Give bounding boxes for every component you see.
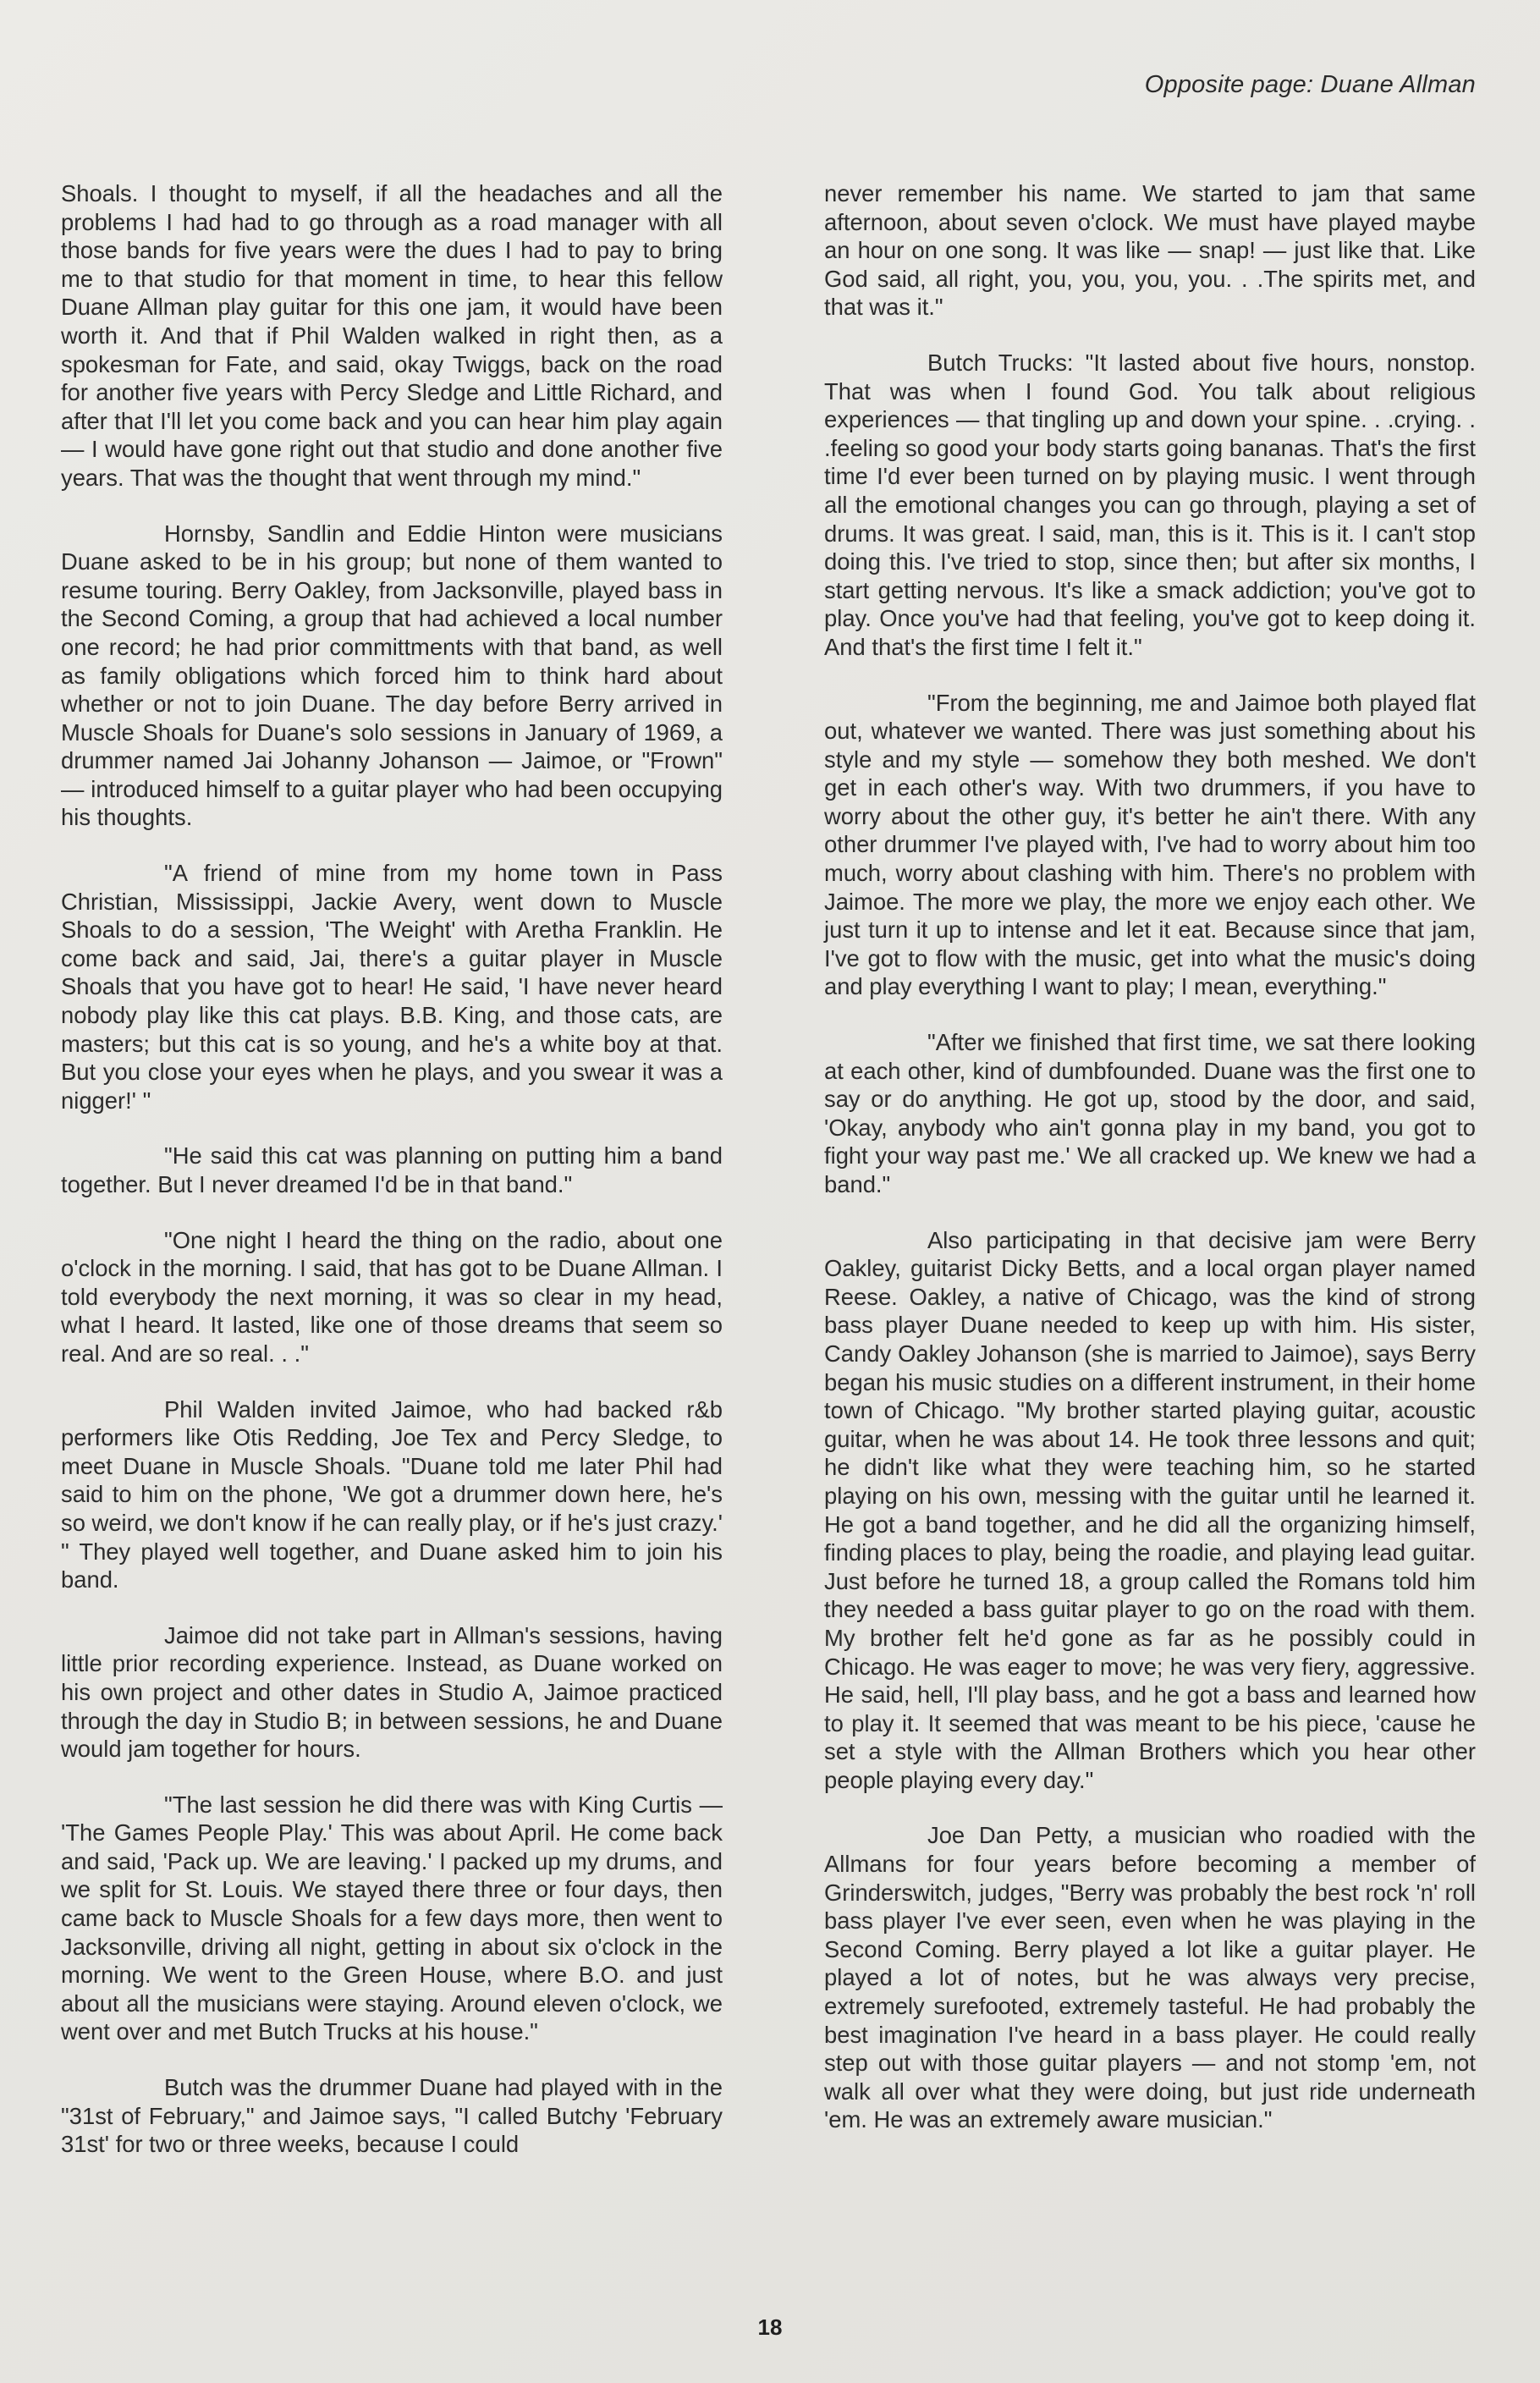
left-text-column: [61, 179, 723, 2186]
paragraph: Hornsby, Sandlin and Eddie Hinton were musicians Duane asked to be in his group; but none of them wanted to resume touring. Berry Oakley, from Jacksonville, played bass in the Second Coming, a group that had achieved a local number one record; he had prior committments with that band, as well as family obligations which forced him to think hard about whether or not to join Duane. The day before Berry arrived in Muscle Shoals for Duane's solo sessions in January of 1969, a drummer named Jai Johanny Johanson — Jaimoe, or "Frown" — introduced himself to a guitar player who had been occupying his thoughts.: [61, 520, 723, 831]
paragraph: "He said this cat was planning on putting him a band together. But I never dreamed I'd be in that band.": [61, 1142, 723, 1197]
page-number: 18: [757, 2314, 783, 2340]
paragraph: "After we finished that first time, we sat there looking at each other, kind of dumbfounded. Duane was the first one to say or do anything. He got up, stood by the door, and said, 'Okay, anybody who ain't gonna play in my band, you got to fight your way past me.' We all cracked up. We knew we had a band.": [824, 1029, 1476, 1197]
paragraph: "One night I heard the thing on the radio, about one o'clock in the morning. I said, that has got to be Duane Allman. I told everybody the next morning, it was so clear in my head, what I heard. It lasted, like one of those dreams that seem so real. And are so real. . .": [61, 1226, 723, 1367]
paragraph: Shoals. I thought to myself, if all the headaches and all the problems I had had to go through as a road manager with all those bands for five years were the dues I had to pay to bring me to that studio for that moment in time, to hear this fellow Duane Allman play guitar for this one jam, it would have been worth it. And that if Phil Walden walked in right then, as a spokesman for Fate, and said, okay Twiggs, back on the road for another five years with Percy Sledge and Little Richard, and after that I'll let you come back and you can hear him play again — I would have gone right out that studio and done another five years. That was the thought that went through my mind.": [61, 180, 723, 491]
paragraph: Butch was the drummer Duane had played with in the "31st of February," and Jaimoe says, "I called Butchy 'February 31st' for two or three weeks, because I could: [61, 2074, 723, 2158]
right-text-column: [824, 179, 1476, 2161]
paragraph: "The last session he did there was with King Curtis — 'The Games People Play.' This was about April. He come back and said, 'Pack up. We are leaving.' I packed up my drums, and we split for St. Louis. We stayed there three or four days, then came back to Muscle Shoals for a few days more, then went to Jacksonville, driving all night, getting in about six o'clock in the morning. We went to the Green House, where B.O. and just about all the musicians were staying. Around eleven o'clock, we went over and met Butch Trucks at his house.": [61, 1791, 723, 2045]
paragraph: "From the beginning, me and Jaimoe both played flat out, whatever we wanted. There was just something about his style and my style — somehow they both meshed. We don't get in each other's way. With two drummers, if you have to worry about the other guy, it's better he ain't there. With any other drummer I've played with, I've had to worry about him too much, worry about clashing with him. There's no problem with Jaimoe. The more we play, the more we enjoy each other. We just turn it up to intense and let it eat. Because since that jam, I've got to flow with the music, get into what the music's doing and play everything I want to play; I mean, everything.": [824, 689, 1476, 1000]
paragraph: Butch Trucks: "It lasted about five hours, nonstop. That was when I found God. You talk about religious experiences — that tingling up and down your spine. . .crying. . .feeling so good your body starts going bananas. That's the first time I'd ever been turned on by playing music. I went through all the emotional changes you can go through, playing a set of drums. It was great. I said, man, this is it. This is it. I can't stop doing this. I've tried to stop, since then; but after six months, I start getting nervous. It's like a smack addiction; you've got to play. Once you've had that feeling, you've got to keep doing it. And that's the first time I felt it.": [824, 349, 1476, 660]
paragraph: never remember his name. We started to jam that same afternoon, about seven o'clock. We must have played maybe an hour on one song. It was like — snap! — just like that. Like God said, all right, you, you, you, you. . .The spirits met, and that was it.": [824, 180, 1476, 321]
paragraph: Jaimoe did not take part in Allman's sessions, having little prior recording experience. Instead, as Duane worked on his own project and other dates in Studio A, Jaimoe practiced through the day in Studio B; in between sessions, he and Duane would jam together for hours.: [61, 1621, 723, 1763]
paragraph: Phil Walden invited Jaimoe, who had backed r&b performers like Otis Redding, Joe Tex and Percy Sledge, to meet Duane in Muscle Shoals. "Duane told me later Phil had said to him on the phone, 'We got a drummer down here, he's so weird, we don't know if he can really play, or if he's just crazy.' " They played well together, and Duane asked him to join his band.: [61, 1395, 723, 1593]
photo-caption: Opposite page: Duane Allman: [1144, 71, 1476, 98]
paragraph: Joe Dan Petty, a musician who roadied with the Allmans for four years before becoming a member of Grinderswitch, judges, "Berry was probably the best rock 'n' roll bass player I've ever seen, even when he was playing in the Second Coming. Berry played a lot like a guitar player. He played a lot of notes, but he was always very precise, extremely surefooted, extremely tasteful. He had probably the best imagination I've heard in a bass player. He could really step out with those guitar players — and not stomp 'em, not walk all over what they were doing, but just ride underneath 'em. He was an extremely aware musician.": [824, 1822, 1476, 2133]
paragraph: "A friend of mine from my home town in Pass Christian, Mississippi, Jackie Avery, went down to Muscle Shoals to do a session, 'The Weight' with Aretha Franklin. He come back and said, Jai, there's a guitar player in Muscle Shoals that you have got to hear! He said, 'I have never heard nobody play like this cat plays. B.B. King, and those cats, are masters; but this cat is so young, and he's a white boy at that. But you close your eyes when he plays, and you swear it was a nigger!' ": [61, 860, 723, 1114]
paragraph: Also participating in that decisive jam were Berry Oakley, guitarist Dicky Betts, and a local organ player named Reese. Oakley, a native of Chicago, was the kind of strong bass player Duane needed to keep up with him. His sister, Candy Oakley Johanson (she is married to Jaimoe), says Berry began his music studies on a different instrument, in their home town of Chicago. "My brother started playing guitar, acoustic guitar, when he was about 14. He took three lessons and quit; he didn't like what they were teaching him, so he started playing on his own, messing with the guitar until he learned it. He got a band together, and he did all the organizing himself, finding places to play, being the roadie, and playing lead guitar. Just before he turned 18, a group called the Romans told him they needed a bass guitar player to go on the road with them. My brother felt he'd gone as far as he possibly could in Chicago. He was eager to move; he was very fiery, aggressive. He said, hell, I'll play bass, and he got a bass and learned how to play it. It seemed that was meant to be his piece, 'cause he set a style with the Allman Brothers which you hear other people playing every day.": [824, 1226, 1476, 1793]
